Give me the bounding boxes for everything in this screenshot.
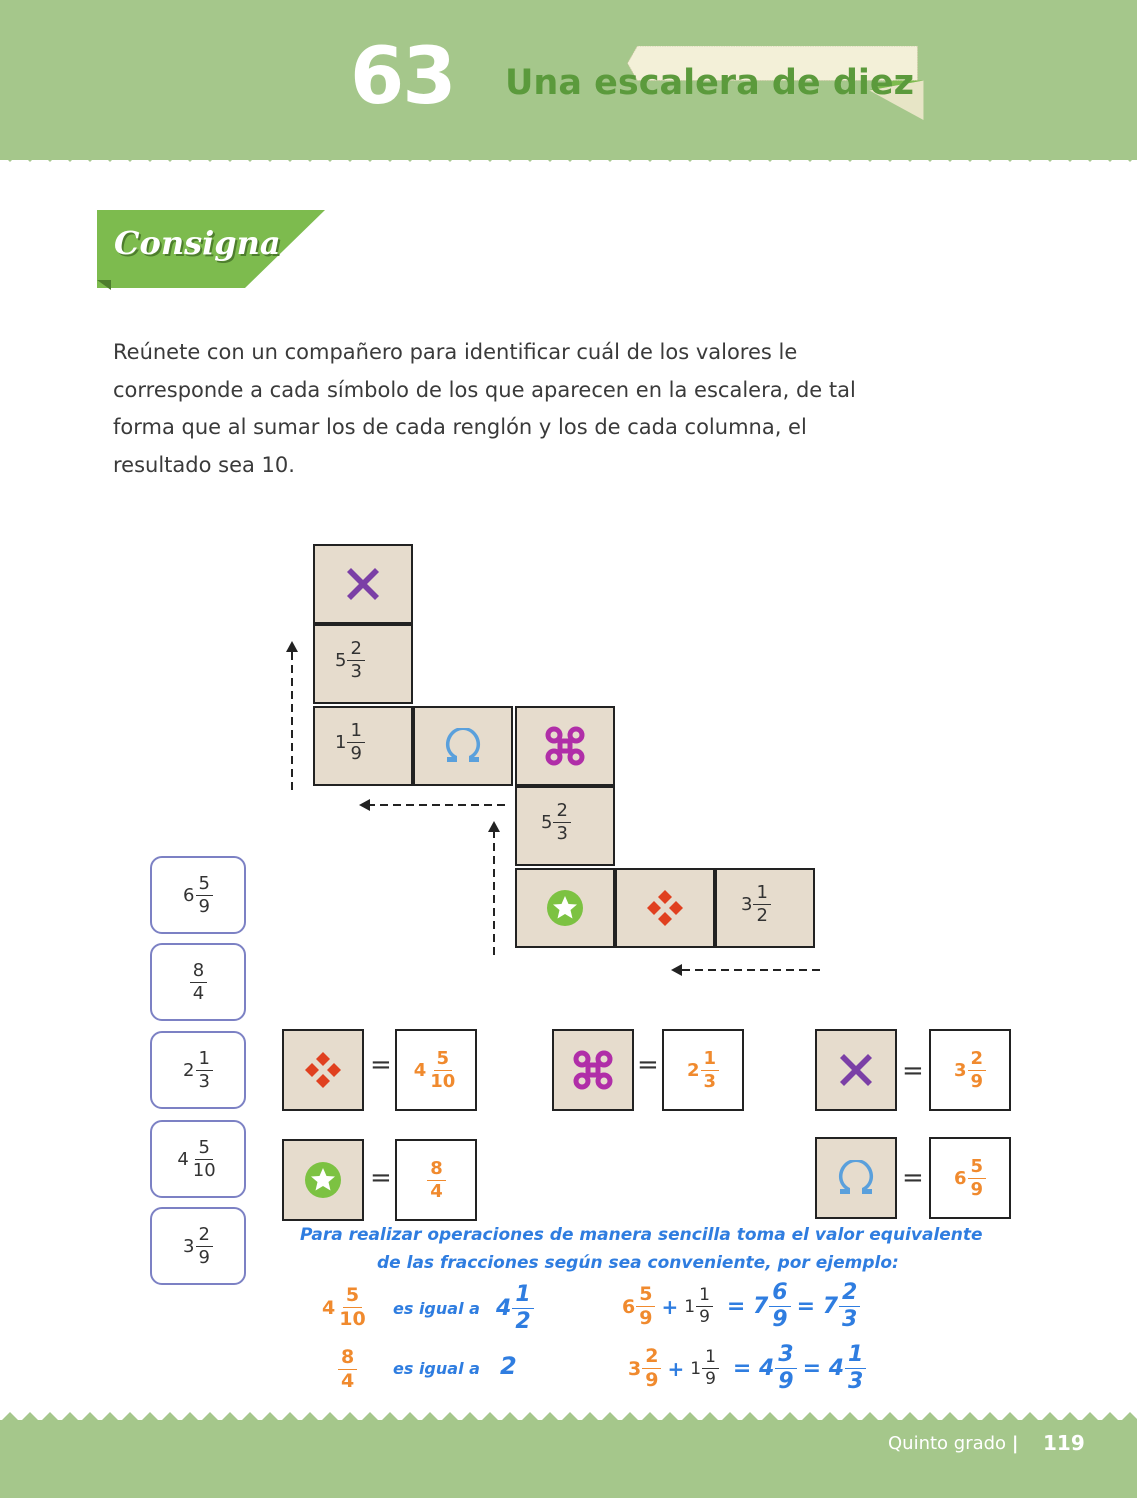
mixed-number: 2 $\frac{1}{3}$ — [183, 1050, 213, 1091]
option-card[interactable] — [150, 1031, 246, 1109]
mixed-number: 3 $\frac{1}{2}$ — [741, 884, 771, 925]
answer-symbol-omega — [815, 1137, 897, 1219]
mixed-number: 5 $\frac{2}{3}$ — [335, 640, 365, 681]
diamond-cluster-icon — [303, 1050, 343, 1090]
staircase-cell-omega — [413, 706, 513, 786]
lesson-title: Una escalera de diez — [505, 63, 915, 103]
mixed-number: 5 $\frac{2}{3}$ — [541, 802, 571, 843]
diamond-cluster-icon — [645, 888, 685, 928]
example-fraction: 4 $\frac{5}{10}$ — [322, 1284, 366, 1330]
answer-symbol-cross — [815, 1029, 897, 1111]
is-equal-text: es igual a — [393, 1359, 480, 1378]
example-sum-2 — [628, 1344, 866, 1393]
section-label: Consigna — [114, 224, 281, 262]
answer-symbol-diamond — [282, 1029, 364, 1111]
option-card[interactable] — [150, 856, 246, 934]
answer-symbol-star — [282, 1139, 364, 1221]
answer-box-cross[interactable] — [929, 1029, 1011, 1111]
answer-value: 6 $\frac{5}{9}$ — [954, 1158, 986, 1199]
plus-sign: + — [661, 1294, 679, 1319]
answer-box-star[interactable] — [395, 1139, 477, 1221]
answer-value: 4 $\frac{5}{10}$ — [413, 1047, 456, 1092]
command-icon — [545, 726, 585, 766]
staircase-cell-star — [515, 868, 615, 948]
addend: 6 $\frac{5}{9}$ — [622, 1285, 655, 1328]
page-number: 119 — [1043, 1431, 1085, 1455]
hint-line-1: Para realizar operaciones de manera sencilla toma el valor equivalente — [300, 1225, 983, 1245]
partial-result: = 4 $\frac{3}{9}$ — [733, 1344, 797, 1393]
equals-sign: = — [637, 1050, 659, 1080]
answer-value: $\frac{8}{4}$ — [426, 1160, 446, 1201]
equals-sign: = — [370, 1050, 392, 1080]
partial-result: = 7 $\frac{6}{9}$ — [727, 1282, 791, 1331]
option-card[interactable] — [150, 1120, 246, 1198]
addend: 1 $\frac{1}{9}$ — [684, 1287, 713, 1326]
is-equal-text: es igual a — [393, 1299, 480, 1318]
command-icon — [573, 1050, 613, 1090]
answer-symbol-command — [552, 1029, 634, 1111]
fraction: $\frac{8}{4}$ — [189, 962, 207, 1003]
lesson-number: 63 — [350, 32, 455, 122]
option-card[interactable] — [150, 1207, 246, 1285]
staircase-cell-value — [715, 868, 815, 948]
staircase-cell-value — [313, 624, 413, 704]
example-result: 4 $\frac{1}{2}$ — [496, 1284, 534, 1333]
staircase-cell-diamond — [615, 868, 715, 948]
answer-box-command[interactable] — [662, 1029, 744, 1111]
instructions-text: Reúnete con un compañero para identificar cuál de los valores le corresponde a cada símbolo de los que aparecen en la escalera, de tal forma que al sumar los de cada renglón y los de cada columna, el resultado sea 10. — [113, 340, 856, 477]
option-card[interactable] — [150, 943, 246, 1021]
example-result: 2 — [500, 1352, 517, 1380]
staircase-cell-value — [515, 786, 615, 866]
addend: 3 $\frac{2}{9}$ — [628, 1347, 661, 1390]
mixed-number: 6 $\frac{5}{9}$ — [183, 875, 213, 916]
cross-icon — [838, 1052, 874, 1088]
staircase-cell-cross — [313, 544, 413, 624]
final-result: = 7 $\frac{2}{3}$ — [797, 1282, 861, 1331]
equals-sign: = — [902, 1056, 924, 1086]
mixed-number: 1 $\frac{1}{9}$ — [335, 722, 365, 763]
footer-band — [0, 1420, 1137, 1498]
staircase-cell-value — [313, 706, 413, 786]
final-result: = 4 $\frac{1}{3}$ — [803, 1344, 867, 1393]
plus-sign: + — [667, 1356, 685, 1381]
omega-icon — [443, 728, 483, 764]
star-circle-icon — [304, 1161, 342, 1199]
answer-box-diamond[interactable] — [395, 1029, 477, 1111]
omega-icon — [836, 1160, 876, 1196]
example-sum-1 — [622, 1282, 860, 1331]
mixed-number: 3 $\frac{2}{9}$ — [183, 1226, 213, 1267]
mixed-number: 4 $\frac{5}{10}$ — [177, 1136, 216, 1181]
hint-line-2: de las fracciones según sea conveniente, por ejemplo: — [377, 1253, 899, 1273]
addend: 1 $\frac{1}{9}$ — [690, 1349, 719, 1388]
cross-icon — [345, 566, 381, 602]
equals-sign: = — [902, 1163, 924, 1193]
star-circle-icon — [546, 889, 584, 927]
answer-value: 2 $\frac{1}{3}$ — [687, 1050, 719, 1091]
staircase-cell-command — [515, 706, 615, 786]
answer-value: 3 $\frac{2}{9}$ — [954, 1050, 986, 1091]
grade-label: Quinto grado | — [888, 1433, 1019, 1454]
example-fraction: $\frac{8}{4}$ — [338, 1348, 357, 1391]
answer-box-omega[interactable] — [929, 1137, 1011, 1219]
equals-sign: = — [370, 1163, 392, 1193]
